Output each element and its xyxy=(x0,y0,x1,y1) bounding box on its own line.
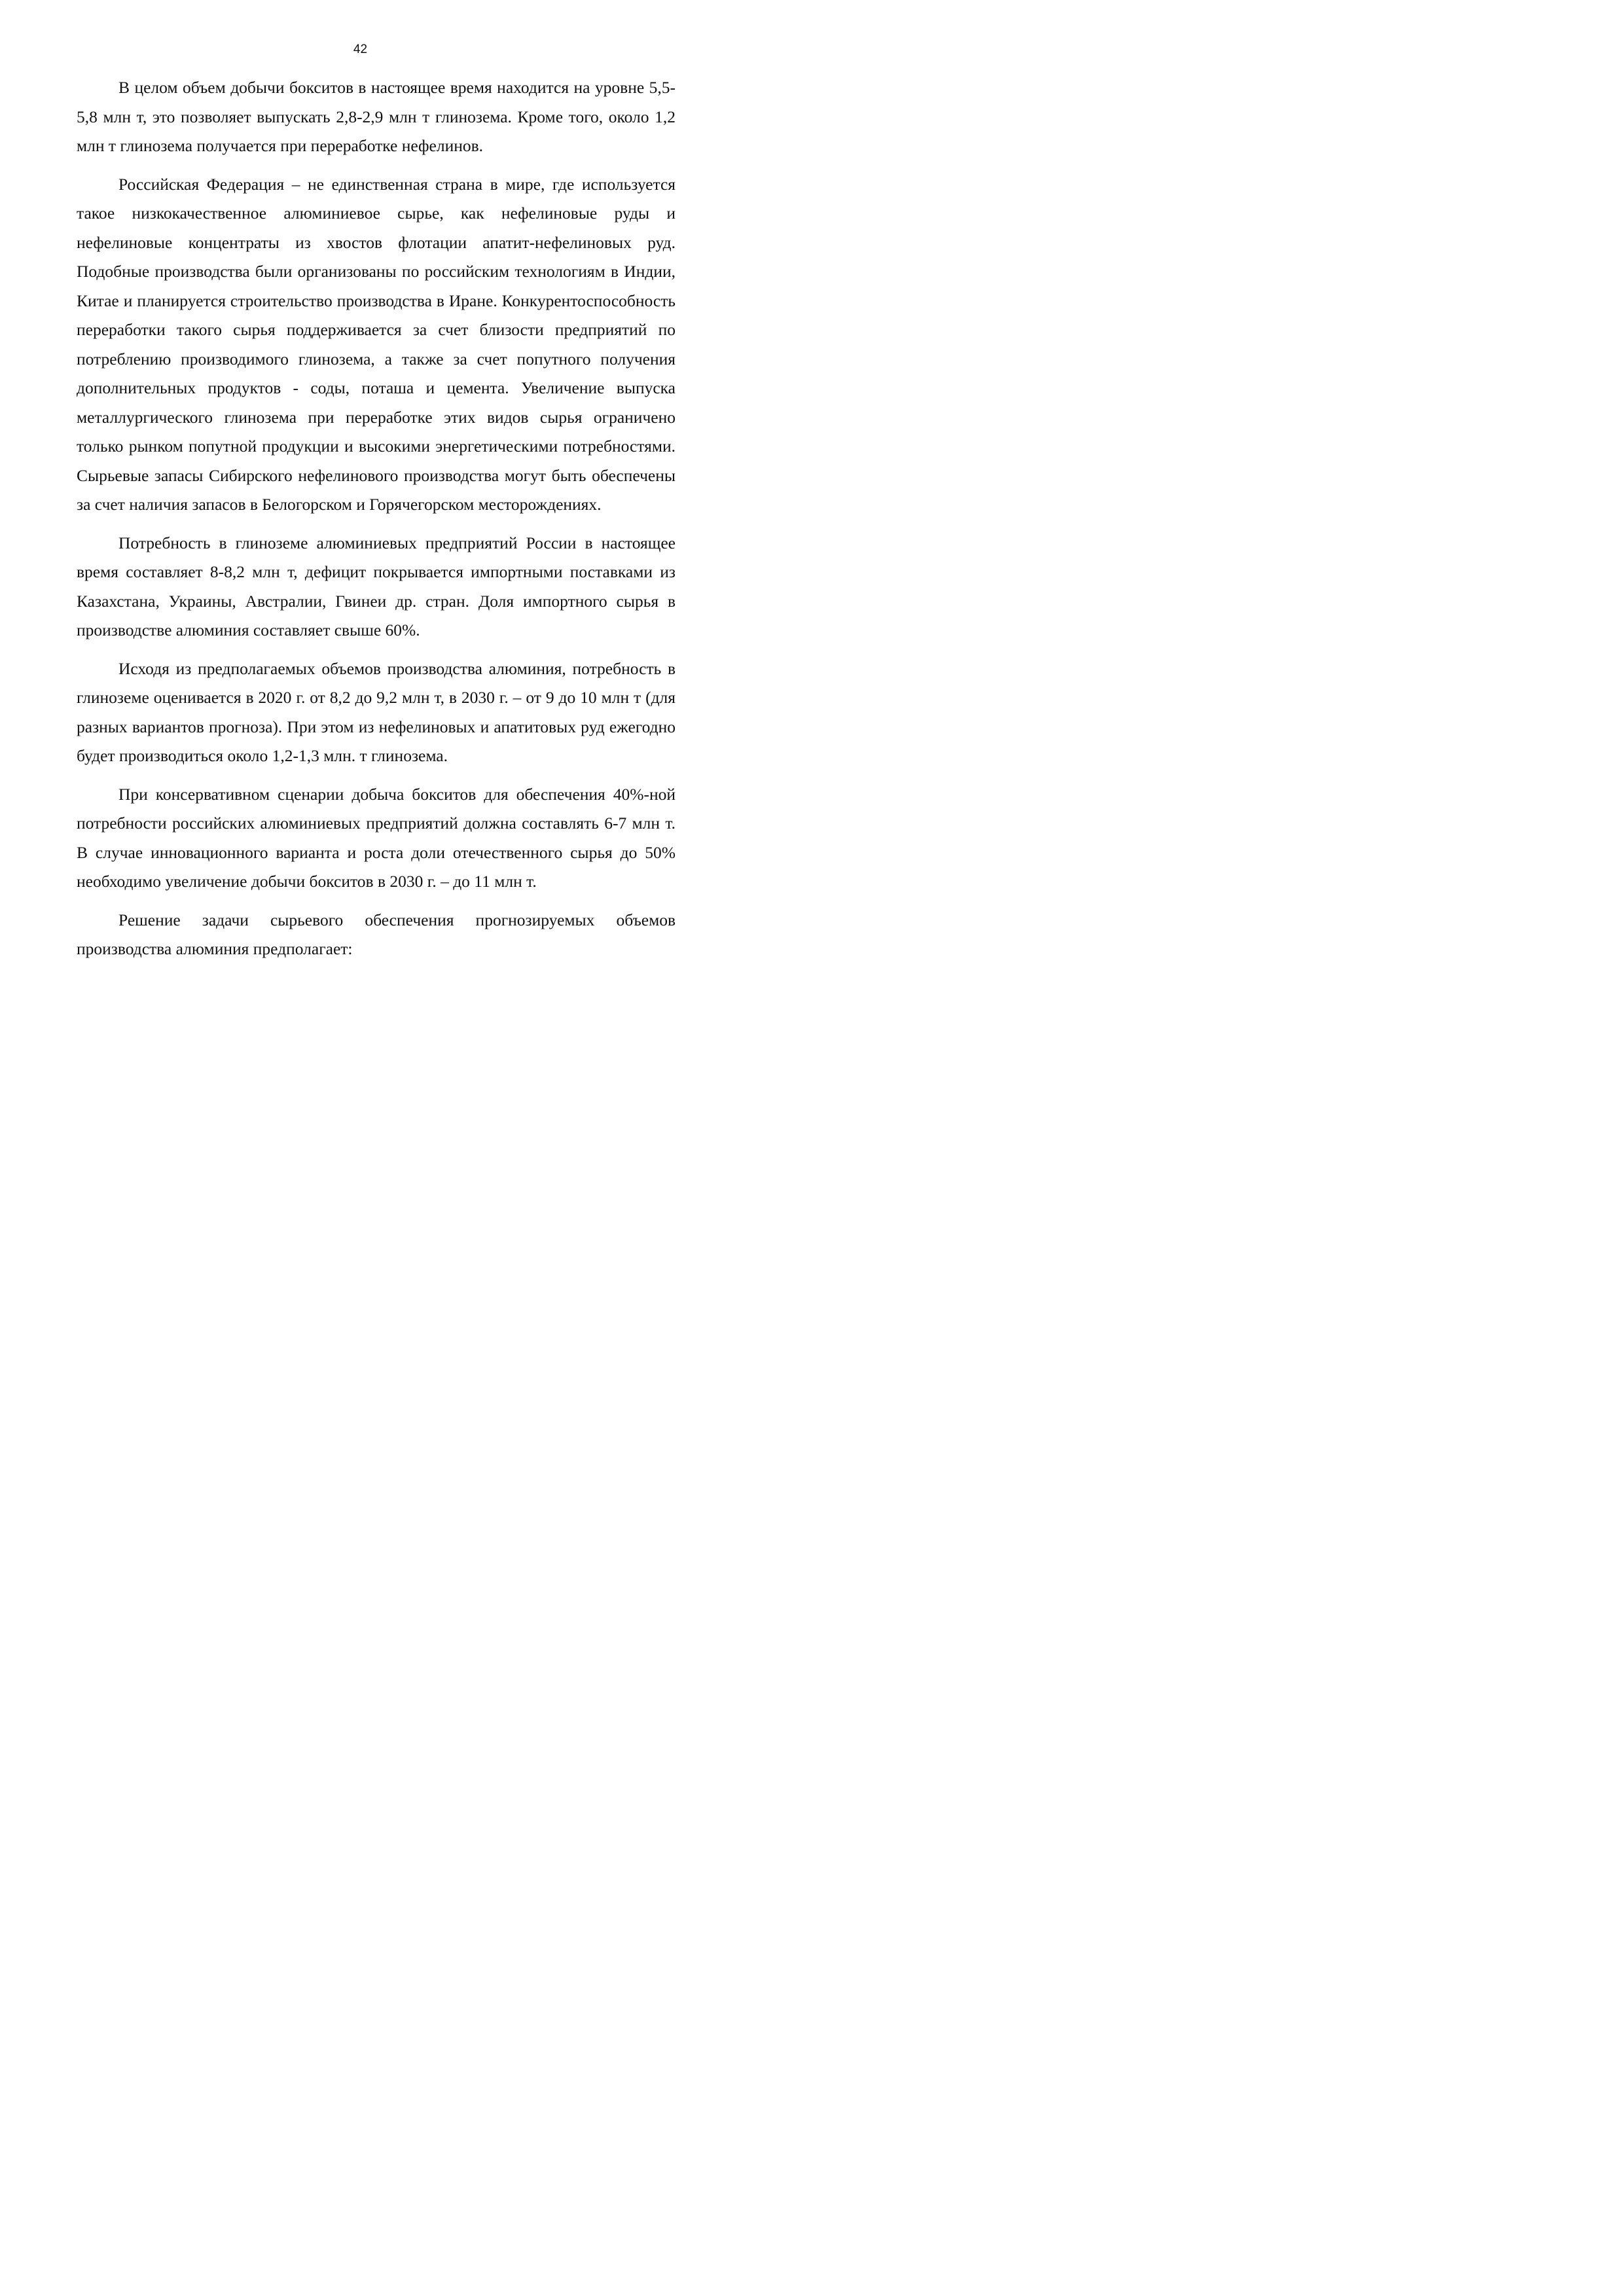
document-page xyxy=(0,0,721,1019)
paragraph-nepheline-raw-materials: Российская Федерация – не единственная страна в мире, где используется такое низкокачественное алюминиевое сырье, как нефелиновые руды и нефелиновые концентраты из хвостов флотации апатит-нефелиновых руд. Подобные производства были организованы по российским технологиям в Индии, Китае и планируется строительство производства в Иране. Конкурентоспособность переработки такого сырья поддерживается за счет близости предприятий по потреблению производимого глинозема, а также за счет попутного получения дополнительных продуктов - соды, поташа и цемента. Увеличение выпуска металлургического глинозема при переработке этих видов сырья ограничено только рынком попутной продукции и высокими энергетическими потребностями. Сырьевые запасы Сибирского нефелинового производства могут быть обеспечены за счет наличия запасов в Белогорском и Горячегорском месторождениях. xyxy=(77,174,676,514)
paragraph-alumina-demand: Потребность в глиноземе алюминиевых предприятий России в настоящее время составляет 8-8,2 млн т, дефицит покрывается импортными поставками из Казахстана, Украины, Австралии, Гвинеи др. стран. Доля импортного сырья в производстве алюминия составляет свыше 60%. xyxy=(77,533,676,639)
page-number: 42 xyxy=(353,43,368,56)
body-text xyxy=(77,73,676,973)
paragraph-bauxite-production-volume: В целом объем добычи бокситов в настоящее время находится на уровне 5,5-5,8 млн т, это позволяет выпускать 2,8-2,9 млн т глинозема. Кроме того, около 1,2 млн т глинозема получается при переработке нефелинов. xyxy=(77,78,676,155)
paragraph-supply-solution: Решение задачи сырьевого обеспечения прогнозируемых объемов производства алюминия предполагает: xyxy=(77,910,676,958)
paragraph-alumina-forecast: Исходя из предполагаемых объемов производства алюминия, потребность в глиноземе оценивается в 2020 г. от 8,2 до 9,2 млн т, в 2030 г. – от 9 до 10 млн т (для разных вариантов прогноза). При этом из нефелиновых и апатитовых руд ежегодно будет производиться около 1,2-1,3 млн. т глинозема. xyxy=(77,658,676,765)
paragraph-conservative-scenario: При консервативном сценарии добыча бокситов для обеспечения 40%-ной потребности российских алюминиевых предприятий должна составлять 6-7 млн т. В случае инновационного варианта и роста доли отечественного сырья до 50% необходимо увеличение добычи бокситов в 2030 г. – до 11 млн т. xyxy=(77,784,676,891)
